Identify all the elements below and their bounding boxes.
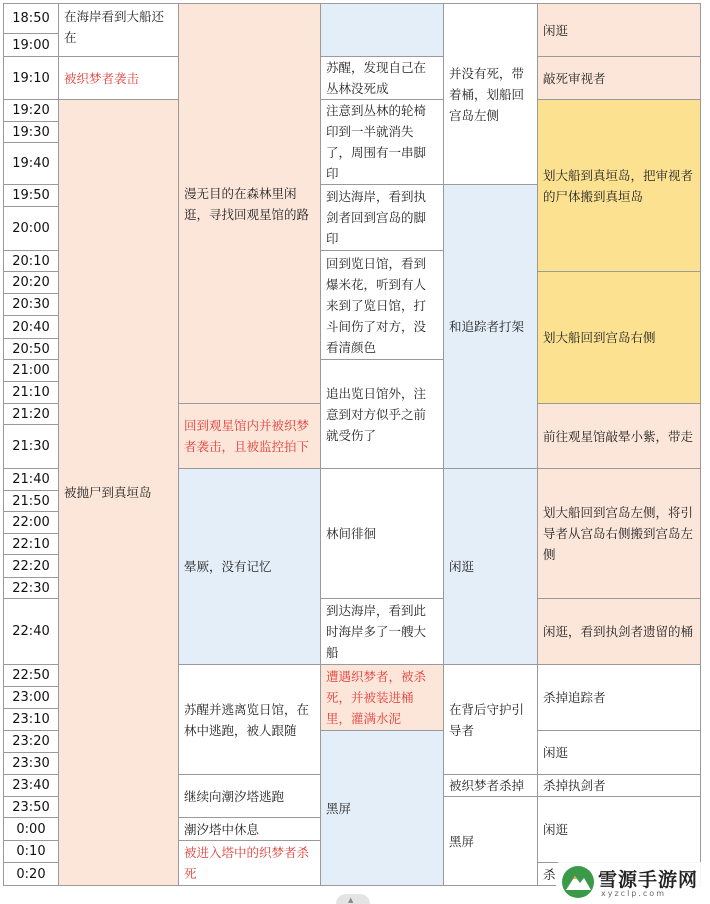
event-text: 黑屏 (326, 800, 352, 816)
time-cell (3, 533, 59, 555)
time-cell (3, 293, 59, 316)
time-label: 19:40 (12, 156, 50, 171)
event-text: 前往观星馆敲晕小紫，带走 (543, 428, 694, 444)
time-label: 20:00 (12, 221, 50, 236)
event-text: 到达海岸，看到执剑者回到宫岛的脚印 (326, 189, 427, 246)
event-text: 杀 (543, 866, 556, 882)
time-label: 23:00 (12, 690, 50, 705)
event-cell (443, 796, 538, 886)
time-cell (3, 730, 59, 753)
event-cell (178, 403, 321, 469)
event-cell (320, 56, 444, 100)
scroll-up-handle[interactable] (336, 894, 370, 904)
time-label: 22:10 (12, 536, 50, 552)
time-label: 22:00 (12, 515, 50, 530)
time-cell (3, 862, 59, 886)
event-text: 被织梦者袭击 (64, 70, 140, 86)
time-cell (3, 206, 59, 251)
event-cell (58, 56, 179, 100)
event-cell (443, 468, 538, 665)
time-cell (3, 3, 59, 34)
time-label: 19:10 (12, 70, 50, 86)
event-cell (178, 664, 321, 775)
event-text: 回到览日馆，看到爆米花，听到有人来到了览日馆，打斗间伤了对方，没看清颜色 (326, 255, 427, 355)
time-label: 0:00 (16, 821, 46, 837)
event-text: 苏醒，发现自己在丛林没死成 (326, 60, 427, 96)
time-cell (3, 315, 59, 339)
time-cell (3, 796, 59, 818)
event-text: 闲逛 (543, 745, 569, 760)
time-cell (3, 752, 59, 775)
mountain-logo-icon (560, 864, 596, 900)
event-cell (178, 3, 321, 404)
event-cell (537, 3, 701, 57)
event-text: 遭遇织梦者，被杀死，并被装进桶里，灌满水泥 (326, 669, 427, 726)
time-label: 0:20 (16, 866, 46, 882)
event-text: 继续向潮汐塔逃跑 (184, 788, 285, 804)
event-text: 划大船到真垣岛，把审视者的尸体搬到真垣岛 (543, 167, 694, 204)
event-cell (320, 184, 444, 251)
event-cell (320, 468, 444, 599)
time-label: 21:30 (12, 439, 50, 454)
event-cell (537, 271, 701, 404)
event-text: 注意到丛林的轮椅印到一半就消失了，周围有一串脚印 (326, 103, 427, 181)
event-text: 潮汐塔中休息 (184, 821, 260, 837)
time-label: 18:50 (12, 11, 50, 26)
time-label: 20:30 (12, 297, 50, 312)
time-label: 21:20 (12, 406, 50, 422)
time-cell (3, 708, 59, 731)
time-label: 22:30 (12, 580, 50, 596)
event-cell (537, 664, 701, 731)
event-cell (320, 598, 444, 665)
event-text: 闲逛 (543, 22, 569, 38)
event-text: 敲死审视者 (543, 70, 606, 86)
time-cell (3, 56, 59, 100)
event-cell (320, 3, 444, 57)
watermark-name: 雪源手游网 (598, 869, 699, 891)
time-label: 19:00 (12, 37, 50, 53)
time-cell (3, 468, 59, 491)
site-watermark (556, 862, 706, 902)
time-cell (3, 359, 59, 382)
time-label: 23:40 (12, 778, 50, 793)
event-text: 追出览日馆外，注意到对方似乎之前就受伤了 (326, 385, 427, 443)
time-cell (3, 271, 59, 294)
time-cell (3, 142, 59, 185)
event-cell (537, 56, 701, 100)
event-cell (178, 817, 321, 841)
event-cell (537, 730, 701, 775)
event-text: 被抛尸到真垣岛 (64, 485, 152, 500)
time-label: 22:20 (12, 558, 50, 574)
event-cell (178, 840, 321, 886)
event-cell (320, 664, 444, 731)
event-text: 并没有死，带着桶，划船回宫岛左侧 (449, 65, 525, 123)
event-cell (537, 774, 701, 797)
time-label: 20:50 (12, 341, 50, 357)
event-cell (537, 796, 701, 863)
event-text: 被进入塔中的织梦者杀死 (184, 845, 310, 881)
event-cell (58, 3, 179, 57)
time-cell (3, 121, 59, 143)
time-label: 20:40 (12, 319, 50, 335)
time-cell (3, 99, 59, 122)
event-text: 在海岸看到大船还在 (64, 9, 165, 45)
event-text: 杀掉执剑者 (543, 778, 606, 793)
event-cell (443, 664, 538, 775)
event-cell (443, 3, 538, 185)
event-cell (443, 774, 538, 797)
time-label: 21:10 (12, 385, 50, 400)
time-cell (3, 664, 59, 687)
time-label: 0:10 (16, 844, 46, 859)
time-label: 19:30 (12, 124, 50, 140)
time-label: 23:10 (12, 712, 50, 727)
time-cell (3, 511, 59, 534)
event-text: 闲逛 (449, 559, 475, 574)
time-label: 20:10 (12, 253, 50, 269)
time-cell (3, 686, 59, 709)
time-cell (3, 250, 59, 272)
event-cell (178, 774, 321, 818)
event-cell (320, 250, 444, 360)
time-label: 22:40 (12, 624, 50, 639)
time-label: 23:30 (12, 756, 50, 771)
time-label: 21:40 (12, 472, 50, 487)
time-label: 21:00 (12, 363, 50, 378)
time-cell (3, 184, 59, 207)
watermark-domain: xyzclp.com (601, 889, 666, 898)
event-text: 到达海岸，看到此时海岸多了一艘大船 (326, 603, 427, 660)
event-text: 晕厥，没有记忆 (184, 559, 272, 574)
time-cell (3, 33, 59, 57)
time-cell (3, 381, 59, 404)
event-text: 和追踪者打架 (449, 319, 525, 334)
time-cell (3, 817, 59, 841)
event-text: 黑屏 (449, 833, 475, 849)
time-cell (3, 840, 59, 863)
event-text: 划大船回到宫岛左侧，将引导者从宫岛右侧搬到宫岛左侧 (543, 505, 694, 562)
event-text: 划大船回到宫岛右侧 (543, 330, 656, 345)
time-label: 23:20 (12, 734, 50, 749)
event-cell (537, 403, 701, 469)
event-cell (178, 468, 321, 665)
time-cell (3, 554, 59, 578)
time-label: 22:50 (12, 668, 50, 683)
time-cell (3, 598, 59, 665)
time-cell (3, 424, 59, 469)
time-cell (3, 577, 59, 599)
event-cell (320, 99, 444, 185)
event-cell (537, 99, 701, 272)
time-cell (3, 403, 59, 425)
time-label: 21:50 (12, 493, 50, 509)
time-cell (3, 774, 59, 797)
event-cell (320, 730, 444, 886)
event-text: 杀掉追踪者 (543, 690, 606, 705)
event-text: 在背后守护引导者 (449, 701, 525, 738)
chevron-up-icon: ▲ (348, 896, 354, 904)
time-cell (3, 490, 59, 512)
event-text: 漫无目的在森林里闲逛，寻找回观星馆的路 (184, 185, 310, 222)
event-text: 闲逛，看到执剑者遗留的桶 (543, 624, 694, 639)
time-cell (3, 338, 59, 360)
event-cell (443, 184, 538, 469)
event-text: 被织梦者杀掉 (449, 778, 525, 793)
event-cell (320, 359, 444, 469)
event-text: 苏醒并逃离览日馆，在林中逃跑，被人跟随 (184, 701, 310, 738)
event-cell (58, 99, 179, 886)
event-text: 回到观星馆内并被织梦者袭击，且被监控拍下 (184, 418, 310, 454)
time-label: 23:50 (12, 799, 50, 815)
event-text: 闲逛 (543, 822, 569, 837)
time-label: 20:20 (12, 275, 50, 290)
event-text: 林间徘徊 (326, 526, 377, 541)
event-cell (537, 468, 701, 599)
time-label: 19:50 (12, 188, 50, 203)
event-cell (537, 598, 701, 665)
time-label: 19:20 (12, 103, 50, 118)
